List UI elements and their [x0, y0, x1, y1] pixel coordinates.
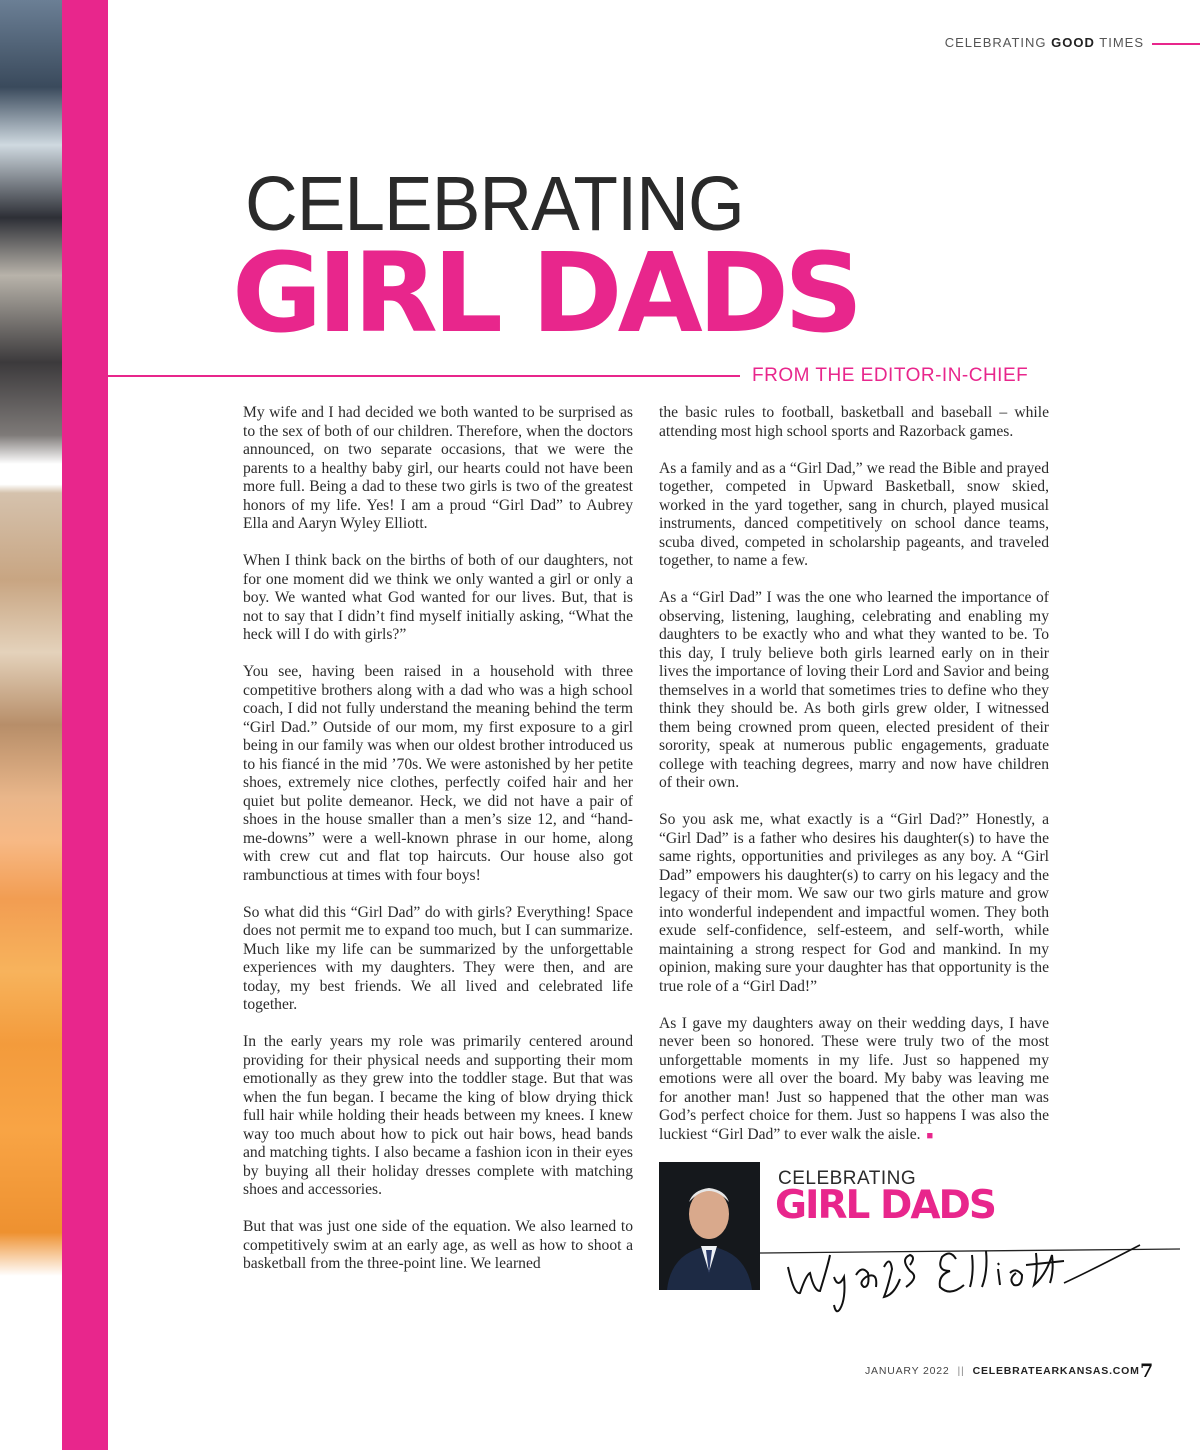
paragraph: So what did this “Girl Dad” do with girls? Everything! Space does not permit me to expand too much, but I can summarize. Much like my life can be summarized by the unforgettable experiences with my daughters. They were then, and are today, my best friends. We all lived and celebrated life together.: [243, 903, 633, 1013]
section-tag-prefix: CELEBRATING: [944, 35, 1047, 50]
footer-separator: ||: [957, 1365, 965, 1377]
article-column-left: [243, 404, 633, 1292]
paragraph: My wife and I had decided we both wanted to be surprised as to the sex of both of our children. Therefore, when the doctors announced, on two separate occasions, that we were the parents to a healthy baby girl, our hearts could not have been more full. Being a dad to these two girls is two of the greatest honors of my life. Yes! I am a proud “Girl Dad” to Aubrey Ella and Aaryn Wyley Elliott.: [243, 404, 633, 532]
headline-line1: CELEBRATING: [245, 161, 744, 248]
page-number: 7: [1140, 1360, 1154, 1382]
footer-site-link[interactable]: CELEBRATEARKANSAS.COM: [972, 1365, 1140, 1377]
side-photo-strip: [0, 0, 62, 1450]
end-mark-icon: ■: [926, 1129, 934, 1142]
paragraph: the basic rules to football, basketball and baseball – while attending most high school sports and Razorback games.: [659, 404, 1049, 440]
paragraph: But that was just one side of the equation. We also learned to competitively swim at an early age, as well as how to shoot a basketball from the three-point line. We learned: [243, 1218, 633, 1272]
footer: [865, 1365, 1140, 1377]
byline: FROM THE EDITOR-IN-CHIEF: [752, 365, 1029, 386]
paragraph: When I think back on the births of both of our daughters, not for one moment did we think we only wanted a girl or only a boy. We wanted what God wanted for our lives. But, that is not to say that I didn’t find myself initially asking, “What the heck will I do with girls?”: [243, 552, 633, 643]
paragraph: As a “Girl Dad” I was the one who learned the importance of observing, listening, laughing, celebrating and enabling my daughters to be exactly who and what they wanted to be. To this day, I truly believe both girls learned early on in their lives the importance of loving their Lord and Savior and being themselves in a world that sometimes tries to define who they think they should be. As both girls grew older, I witnessed them being crowned prom queen, elected president of their sorority, speak at numerous public engagements, graduate college with teaching degrees, marry and now have children of their own.: [659, 589, 1049, 791]
author-portrait-icon: [659, 1162, 760, 1290]
paragraph: So you ask me, what exactly is a “Girl Dad?” Honestly, a “Girl Dad” is a father who desires his daughter(s) to have the same rights, opportunities and privileges as any boy. A “Girl Dad” empowers his daughter(s) to carry on his legacy and the legacy of their mom. We saw our two girls mature and grow into wonderful independent and impactful women. They both exude self-confidence, self-esteem, and self-worth, while maintaining a strong respect for God and mankind. In my opinion, making sure your daughter has that opportunity is the true role of a “Girl Dad!”: [659, 811, 1049, 995]
paragraph: You see, having been raised in a household with three competitive brothers along with a dad who was a high school coach, I did not fully understand the meaning behind the term “Girl Dad.” Outside of our mom, my first exposure to a girl being in our family was when our oldest brother introduced us to his fiancé in the mid ’70s. We were astonished by her petite shoes, extremely nice clothes, perfectly coifed hair and her quiet but polite demeanor. Heck, we did not have a pair of shoes in the house smaller than a men’s size 12, and “hand-me-downs” were a well-known phrase in our home, along with crew cut and flat top haircuts. Our house also got rambunctious at times with four boys!: [243, 663, 633, 884]
paragraph-final-text: As I gave my daughters away on their wedding days, I have never been so honored. These were truly two of the most unforgettable moments in my life. Just so happened my emotions were all over the board. My baby was leaving me for another man! Just so happened that the other man was God’s perfect choice for them. Just so happens I was also the luckiest “Girl Dad” to ever walk the aisle.: [659, 1014, 1049, 1143]
section-tag-bold: GOOD: [1051, 35, 1095, 50]
signature-icon: [760, 1225, 1190, 1315]
signature-block-title: CELEBRATING: [778, 1168, 917, 1189]
article-column-right: [659, 404, 1049, 1164]
section-tag-suffix: TIMES: [1099, 35, 1144, 50]
footer-date: JANUARY 2022: [865, 1365, 950, 1377]
author-photo: [659, 1162, 760, 1290]
byline-rule: [108, 375, 740, 377]
headline-line2: GIRL DADS: [232, 229, 859, 357]
section-tag-rule: [1152, 43, 1200, 45]
signature-block-heading: GIRL DADS: [775, 1183, 995, 1228]
paragraph-final: [659, 1015, 1049, 1146]
accent-bar: [62, 0, 108, 1450]
paragraph: As a family and as a “Girl Dad,” we read the Bible and prayed together, competed in Upward Basketball, snow skied, worked in the yard together, sang in church, played musical instruments, danced competitively on school dance teams, scuba dived, competed in scholarship pageants, and traveled together, to name a few.: [659, 459, 1049, 569]
section-tag: [945, 35, 1144, 50]
paragraph: In the early years my role was primarily centered around providing for their physical needs and supporting their mom emotionally as they grew into the toddler stage. But that was when the fun began. I became the king of blow drying thick full hair while holding their heads between my knees. I knew way too much about how to pick out hair bows, head bands and matching tights. I also became a fashion icon in their eyes by buying all their holiday dresses complete with matching shoes and accessories.: [243, 1033, 633, 1198]
